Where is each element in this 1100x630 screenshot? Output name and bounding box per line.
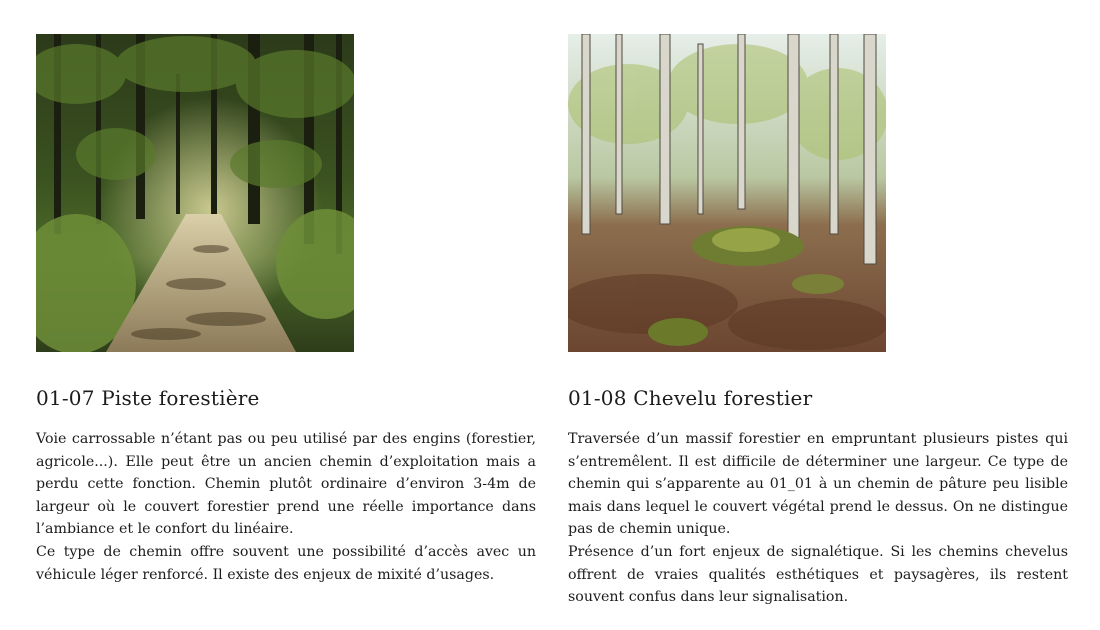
card-description — [36, 428, 536, 586]
paragraph: Traversée d’un massif forestier en empruntant plusieurs pistes qui s’entremêlent. Il est difficile de déterminer une largeur. Ce type de chemin qui s’apparente au 01_01 à un chemin de pâture peu lisible mais dans lequel le couvert végétal prend le dessus. On ne distingue pas de chemin unique. — [568, 431, 1068, 538]
card-chevelu-forestier — [568, 34, 1068, 609]
paragraph: Ce type de chemin offre souvent une possibilité d’accès avec un véhicule léger renforcé. Il existe des enjeux de mixité d’usages. — [36, 543, 536, 583]
paragraph: Voie carrossable n’étant pas ou peu utilisé par des engins (forestier, agricole...). Elle peut être un ancien chemin d’exploitation mais a perdu cette fonction. Chemin plutôt ordinaire d’environ 3-4m de largeur où le couvert forestier prend une réelle importance dans l’ambiance et le confort du linéaire. — [36, 431, 536, 538]
paragraph: Présence d’un fort enjeux de signalétique. Si les chemins chevelus offrent de vraies qualités esthétiques et paysagères, ils restent souvent confus dans leur signalisation. — [568, 543, 1068, 606]
card-title: 01-07 Piste forestière — [36, 386, 260, 410]
card-piste-forestiere — [36, 34, 536, 586]
forest-track-photo — [36, 34, 354, 352]
card-title: 01-08 Chevelu forestier — [568, 386, 813, 410]
forest-stream-photo — [568, 34, 886, 352]
card-description — [568, 428, 1068, 609]
